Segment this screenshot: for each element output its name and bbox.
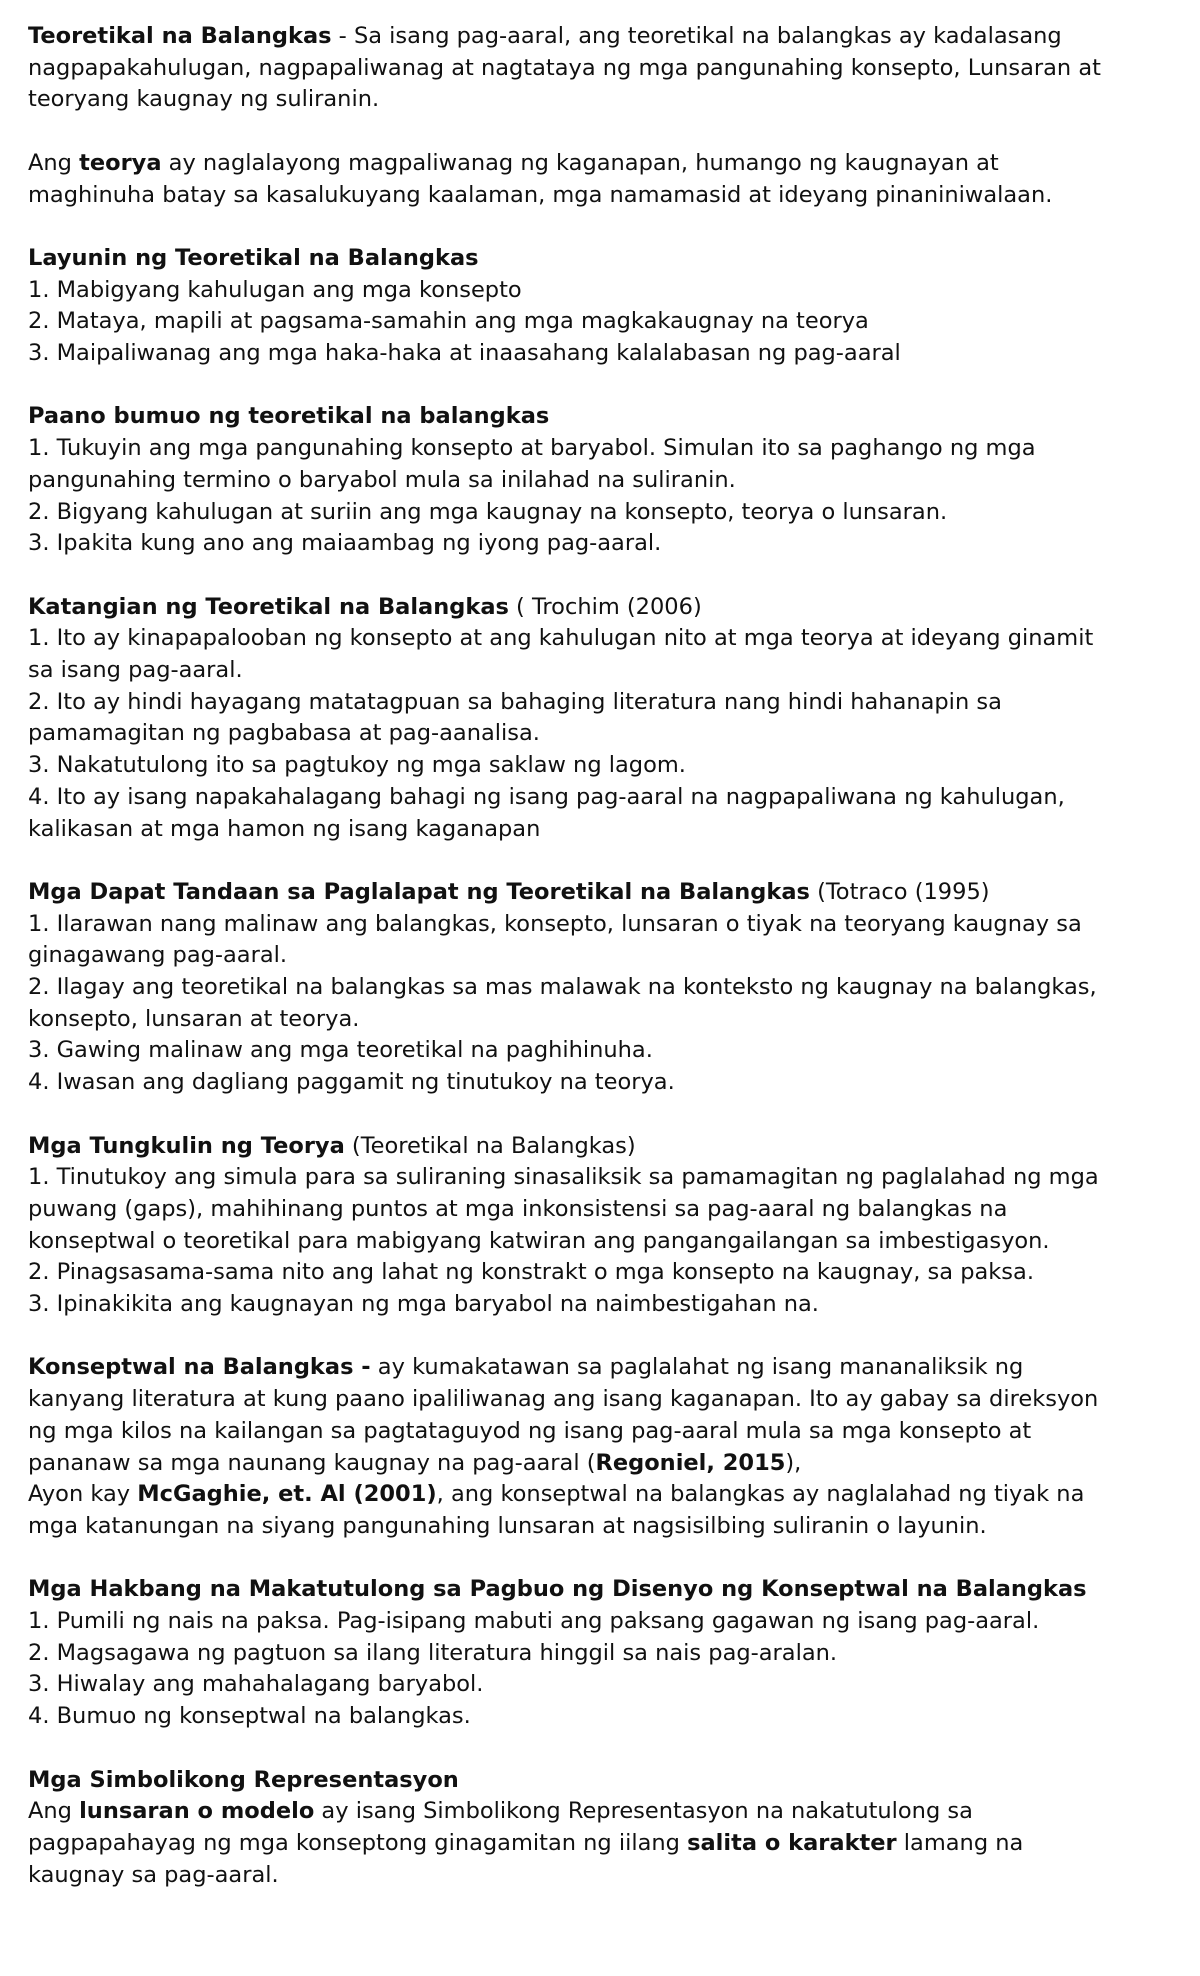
hakbang-section — [28, 1574, 1172, 1733]
konseptwal-line: kanyang literatura at kung paano ipaliliwanag ang isang kaganapan. Ito ay gabay sa direksyon — [28, 1386, 1099, 1413]
citation-mcgaghie: McGaghie, et. Al (2001) — [137, 1481, 437, 1508]
konseptwal-paragraph: Konseptwal na Balangkas - ay kumakatawan sa paglalahat ng isang mananaliksik ng kanyang literatura at kung paano ipaliliwanag ang isang kaganapan. Ito ay gabay sa direksyon ng mga kilos na kailangan sa pagtataguyod ng isang pag-aaral mula sa mga konsepto at pananaw sa mga naunang kaugnay na pag-aaral (Regoniel, 2015), Ayon kay McGaghie, et. Al (2001), ang konseptwal na balangkas ay naglalahad ng tiyak na mga katanungan na siyang pangunahing lunsaran at nagsisilbing suliranin o layunin. — [28, 1352, 1172, 1542]
lunsaran-term: lunsaran o modelo — [79, 1798, 315, 1825]
list-item: 1. Pumili ng nais na paksa. Pag-isipang mabuti ang paksang gagawan ng isang pag-aaral. — [28, 1608, 1040, 1635]
teorya-term: teorya — [79, 149, 162, 176]
list-item: 1. Mabigyang kahulugan ang mga konsepto — [28, 276, 522, 303]
section-heading: Mga Simbolikong Representasyon — [28, 1766, 459, 1793]
list-item: 1. Tukuyin ang mga pangunahing konsepto at baryabol. Simulan ito sa paghango ng mga — [28, 435, 1036, 462]
katangian-section — [28, 592, 1172, 846]
simboliko-line: kaugnay sa pag-aaral. — [28, 1861, 279, 1888]
tandaan-section — [28, 877, 1172, 1099]
teorya-paragraph: Ang teorya ay naglalayong magpaliwanag ng kaganapan, humango ng kaugnayan at maghinuha batay sa kasalukuyang kaalaman, mga namamasid at ideyang pinaniniwalaan. — [28, 148, 1172, 211]
list-item: 2. Magsagawa ng pagtuon sa ilang literatura hinggil sa nais pag-aralan. — [28, 1639, 838, 1666]
definition-paragraph — [28, 21, 1172, 116]
list-item: pangunahing termino o baryabol mula sa inilahad na suliranin. — [28, 466, 736, 493]
list-item: 1. Tinutukoy ang simula para sa suliraning sinasaliksik sa pamamagitan ng paglalahad ng mga — [28, 1164, 1099, 1191]
section-heading: Mga Dapat Tandaan sa Paglalapat ng Teoretikal na Balangkas — [28, 878, 810, 905]
list-item: 2. Pinagsasama-sama nito ang lahat ng konstrakt o mga konsepto na kaugnay, sa paksa. — [28, 1259, 1034, 1286]
list-item: 4. Iwasan ang dagliang paggamit ng tinutukoy na teorya. — [28, 1069, 675, 1096]
citation-regoniel: Regoniel, 2015 — [595, 1449, 786, 1476]
section-heading: Mga Hakbang na Makatutulong sa Pagbuo ng Disenyo ng Konseptwal na Balangkas — [28, 1576, 1087, 1603]
konseptwal-line: mga katanungan na siyang pangunahing lunsaran at nagsisilbing suliranin o layunin. — [28, 1512, 987, 1539]
list-item: konseptwal o teoretikal para mabigyang katwiran ang pangangailangan sa imbestigasyon. — [28, 1227, 1050, 1254]
section-heading: Paano bumuo ng teoretikal na balangkas — [28, 403, 550, 430]
list-item: 2. Bigyang kahulugan at suriin ang mga kaugnay na konsepto, teorya o lunsaran. — [28, 498, 948, 525]
list-item: 1. Ito ay kinapapalooban ng konsepto at ang kahulugan nito at mga teorya at ideyang ginamit — [28, 625, 1094, 652]
paano-section — [28, 401, 1172, 560]
list-item: 4. Bumuo ng konseptwal na balangkas. — [28, 1703, 471, 1730]
list-item: kalikasan at mga hamon ng isang kaganapan — [28, 815, 541, 842]
source-citation: ( Trochim (2006) — [508, 593, 702, 620]
list-item: 2. Ilagay ang teoretikal na balangkas sa mas malawak na konteksto ng kaugnay na balangkas, — [28, 974, 1097, 1001]
section-heading: Layunin ng Teoretikal na Balangkas — [28, 244, 479, 271]
list-item: 3. Ipakita kung ano ang maiaambag ng iyong pag-aaral. — [28, 530, 662, 557]
list-item: 4. Ito ay isang napakahalagang bahagi ng isang pag-aaral na nagpapaliwana ng kahulugan, — [28, 783, 1065, 810]
konseptwal-term: Konseptwal na Balangkas - — [28, 1354, 371, 1381]
definition-line: teoryang kaugnay ng suliranin. — [28, 86, 380, 113]
definition-text: - Sa isang pag-aaral, ang teoretikal na balangkas ay kadalasang — [331, 23, 1062, 49]
list-item: 2. Ito ay hindi hayagang matatagpuan sa bahaging literatura nang hindi hahanapin sa — [28, 688, 1002, 715]
list-item: ginagawang pag-aaral. — [28, 942, 288, 969]
section-heading: Mga Tungkulin ng Teorya — [28, 1132, 345, 1159]
tungkulin-section — [28, 1131, 1172, 1321]
list-item: 3. Gawing malinaw ang mga teoretikal na paghihinuha. — [28, 1037, 653, 1064]
list-item: 3. Ipinakikita ang kaugnayan ng mga baryabol na naimbestigahan na. — [28, 1291, 819, 1318]
konseptwal-line: ng mga kilos na kailangan sa pagtataguyod ng isang pag-aaral mula sa mga konsepto at — [28, 1417, 1032, 1444]
list-item: 3. Nakatutulong ito sa pagtukoy ng mga saklaw ng lagom. — [28, 752, 686, 779]
list-item: 1. Ilarawan nang malinaw ang balangkas, konsepto, lunsaran o tiyak na teoryang kaugnay sa — [28, 910, 1082, 937]
list-item: puwang (gaps), mahihinang puntos at mga inkonsistensi sa pag-aaral ng balangkas na — [28, 1195, 1008, 1222]
list-item: 3. Maipaliwanag ang mga haka-haka at inaasahang kalalabasan ng pag-aaral — [28, 340, 901, 366]
section-heading: Katangian ng Teoretikal na Balangkas — [28, 593, 509, 620]
layunin-section — [28, 243, 1172, 370]
salita-term: salita o karakter — [687, 1829, 897, 1856]
list-item: konsepto, lunsaran at teorya. — [28, 1005, 360, 1032]
simboliko-section: Mga Simbolikong Representasyon Ang lunsaran o modelo ay isang Simbolikong Representasyon na nakatutulong sa pagpapahayag ng mga konseptong ginagamitan ng iilang salita o karakter lamang na kaugnay sa pag-aaral. — [28, 1765, 1172, 1892]
teorya-line: maghinuha batay sa kasalukuyang kaalaman, mga namamasid at ideyang pinaniniwalaan. — [28, 181, 1053, 208]
list-item: pamamagitan ng pagbabasa at pag-aanalisa. — [28, 720, 540, 747]
definition-term: Teoretikal na Balangkas — [28, 23, 332, 49]
source-citation: (Teoretikal na Balangkas) — [344, 1132, 636, 1159]
list-item: 3. Hiwalay ang mahahalagang baryabol. — [28, 1671, 484, 1698]
list-item: sa isang pag-aaral. — [28, 657, 243, 683]
source-citation: (Totraco (1995) — [809, 878, 990, 905]
definition-line: nagpapakahulugan, nagpapaliwanag at nagtataya ng mga pangunahing konsepto, Lunsaran at — [28, 54, 1101, 81]
list-item: 2. Mataya, mapili at pagsama-samahin ang mga magkakaugnay na teorya — [28, 308, 869, 335]
